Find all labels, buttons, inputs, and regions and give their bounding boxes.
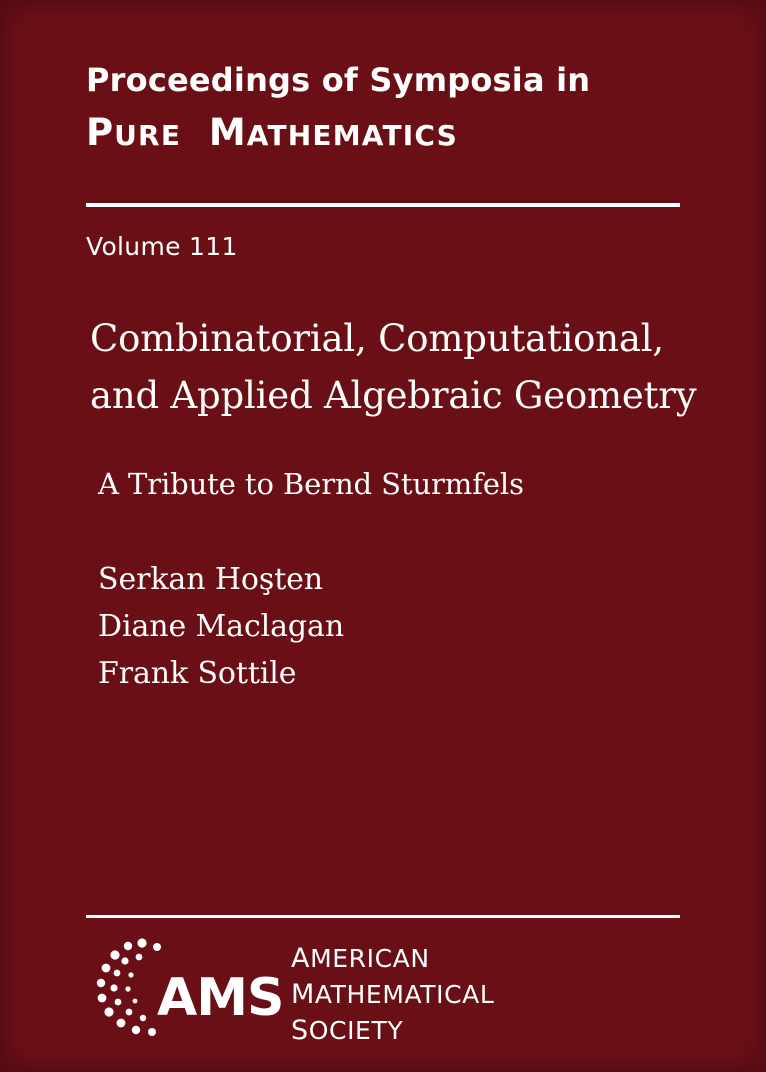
svg-text:AMS: AMS <box>157 968 284 1028</box>
editor-name: Diane Maclagan <box>98 609 345 645</box>
book-title-line2: and Applied Algebraic Geometry <box>90 374 697 418</box>
series-title-line1: Proceedings of Symposia in <box>86 61 591 99</box>
editor-name: Frank Sottile <box>98 656 297 692</box>
book-title <box>90 310 720 501</box>
series-math-initial: M <box>208 110 247 154</box>
series-math-rest: ATHEMATICS <box>246 118 459 152</box>
book-title-line1: Combinatorial, Computational, <box>90 317 664 360</box>
editor-list <box>98 556 344 697</box>
series-pure-rest: URE <box>114 118 182 152</box>
publisher-name-line1: AMERICAN <box>291 943 430 974</box>
ams-logo-icon <box>95 935 285 1040</box>
series-title-line2 <box>86 111 686 155</box>
divider-top <box>86 203 680 207</box>
divider-bottom <box>86 915 680 918</box>
book-subtitle: A Tribute to Bernd Sturmfels <box>98 466 524 501</box>
editor-name: Serkan Hoşten <box>98 562 324 597</box>
series-title <box>86 62 686 155</box>
publisher-name-line2: MATHEMATICAL <box>291 978 495 1010</box>
publisher-name <box>291 941 494 1049</box>
volume-number: Volume 111 <box>86 232 238 261</box>
publisher-name-line3: SOCIETY <box>291 1014 404 1046</box>
series-pure-initial: P <box>86 110 115 154</box>
publisher-block <box>95 935 695 1045</box>
